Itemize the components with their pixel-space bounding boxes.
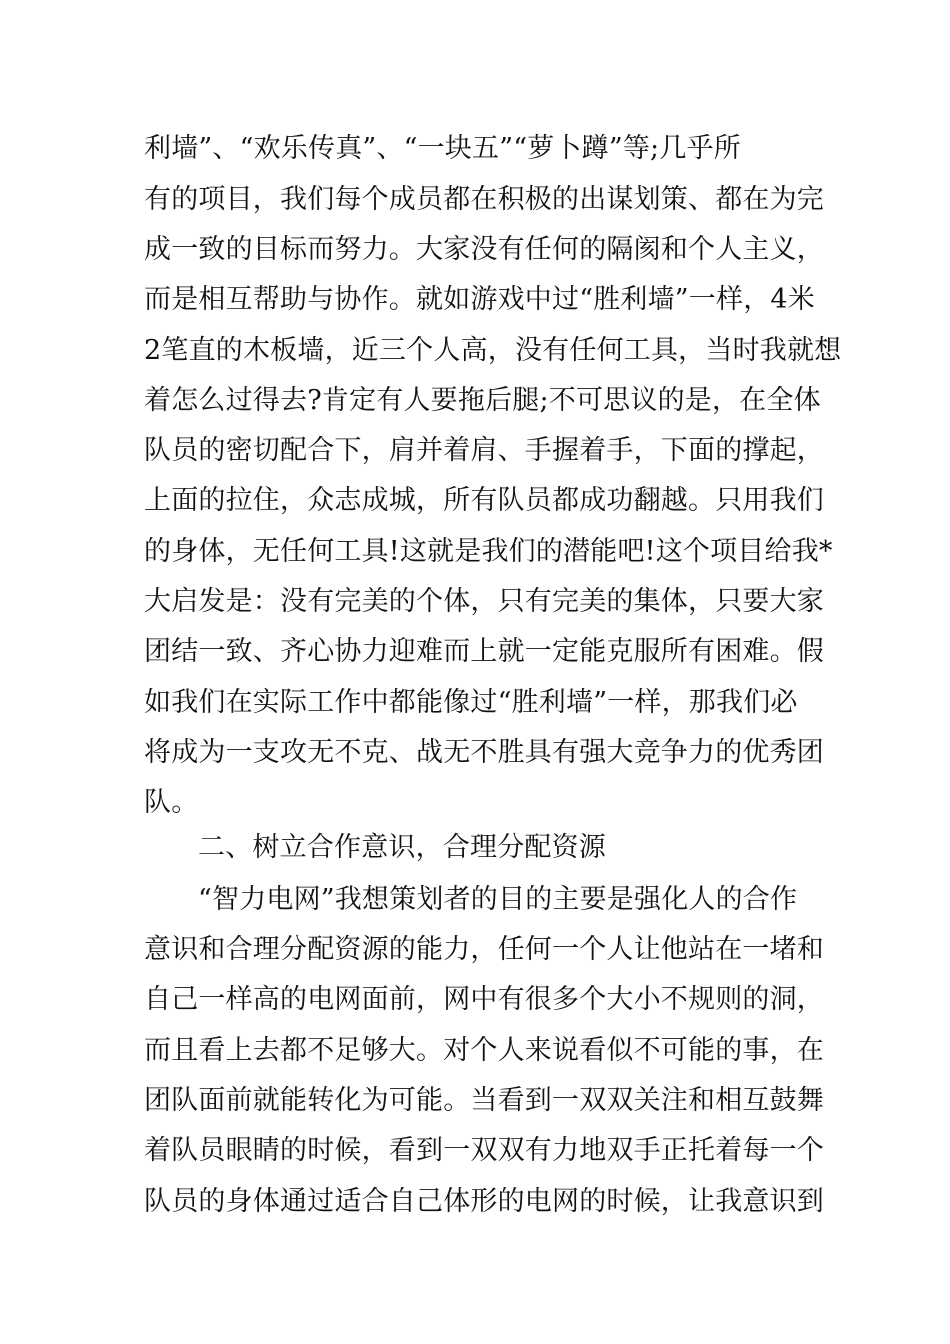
paragraph-1-line: 上面的拉住，众志成城，所有队员都成功翻越。只用我们	[144, 485, 824, 516]
paragraph-2-line: 自己一样高的电网面前，网中有很多个大小不规则的洞，	[144, 984, 824, 1015]
paragraph-1-line: 而是相互帮助与协作。就如游戏中过“胜利墙”一样，4米	[144, 284, 815, 315]
paragraph-1-line: 有的项目，我们每个成员都在积极的出谋划策、都在为完	[144, 184, 824, 215]
paragraph-1-line: 的身体，无任何工具!这就是我们的潜能吧!这个项目给我*	[144, 536, 833, 567]
paragraph-2-line: 而且看上去都不足够大。对个人来说看似不可能的事，在	[144, 1035, 824, 1066]
paragraph-1-line: 成一致的目标而努力。大家没有任何的隔阂和个人主义，	[144, 234, 824, 265]
paragraph-1-line: 利墙”、“欢乐传真”、“一块五”“萝卜蹲”等;几乎所	[144, 133, 741, 164]
paragraph-2-line: 队员的身体通过适合自己体形的电网的时候，让我意识到	[144, 1186, 824, 1217]
paragraph-1-line: 大启发是：没有完美的个体，只有完美的集体，只要大家	[144, 586, 824, 617]
paragraph-1-line: 队。	[144, 787, 199, 818]
paragraph-1-line: 将成为一支攻无不克、战无不胜具有强大竞争力的优秀团	[144, 737, 824, 768]
paragraph-1-line: 团结一致、齐心协力迎难而上就一定能克服所有困难。假	[144, 636, 824, 667]
paragraph-1-line: 着怎么过得去?肯定有人要拖后腿;不可思议的是，在全体	[144, 385, 821, 416]
paragraph-2-line: “智力电网”我想策划者的目的主要是强化人的合作	[198, 884, 798, 915]
paragraph-2-line: 着队员眼睛的时候，看到一双双有力地双手正托着每一个	[144, 1135, 824, 1166]
paragraph-1-line: 如我们在实际工作中都能像过“胜利墙”一样，那我们必	[144, 687, 798, 718]
paragraph-1-line: 队员的密切配合下，肩并着肩、手握着手，下面的撑起，	[144, 435, 824, 466]
paragraph-2-line: 团队面前就能转化为可能。当看到一双双关注和相互鼓舞	[144, 1085, 824, 1116]
paragraph-1-line: 2笔直的木板墙，近三个人高，没有任何工具，当时我就想	[144, 335, 842, 366]
section-heading: 二、树立合作意识，合理分配资源	[198, 832, 606, 863]
paragraph-2-line: 意识和合理分配资源的能力，任何一个人让他站在一堵和	[144, 934, 824, 965]
